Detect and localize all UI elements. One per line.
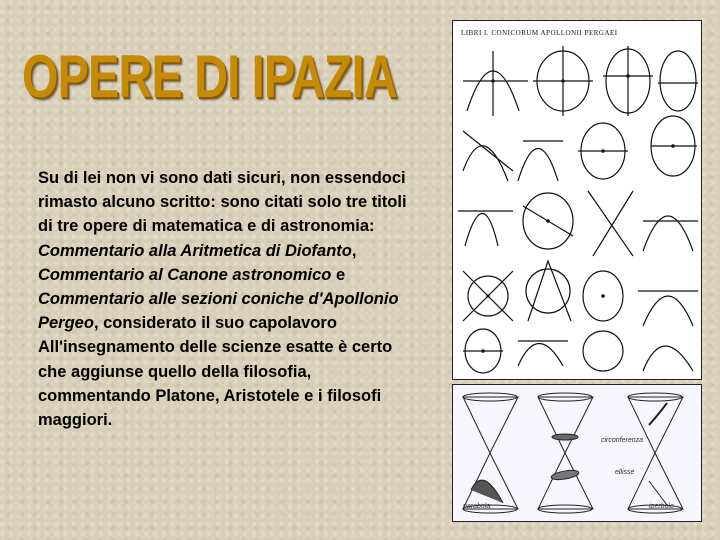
label-parabola: parabola	[463, 503, 491, 510]
manuscript-header: LIBRI I. CONICORUM APOLLONII PERGAEI	[461, 29, 618, 37]
label-ellisse: ellisse	[615, 469, 635, 476]
conic-sections-figure	[452, 384, 702, 522]
page-title: OPERE DI IPAZIA	[22, 43, 397, 110]
intro-text: Su di lei non vi sono dati sicuri, non essendoci rimasto alcuno scritto: sono citati solo tre titoli di tre opere di matematica e di astronomia:	[38, 169, 407, 236]
body-paragraph	[38, 166, 420, 432]
label-iperbole: iperbole	[649, 503, 674, 510]
separator: e	[331, 265, 346, 284]
outro-text: , considerato il suo capolavoro All'insegnamento delle scienze esatte è certo che aggiunse quello della filosofia, commentando Platone, Aristotele e i filosofi maggiori.	[38, 314, 393, 430]
apollonius-manuscript-figure	[452, 20, 702, 380]
conic-diagrams-grid	[453, 21, 703, 381]
work-title-2: Commentario al Canone astronomico	[38, 265, 332, 284]
work-title-3: Commentario alle sezioni coniche d'Apollonio Pergeo	[38, 290, 399, 333]
label-circonferenza: circonferenza	[601, 437, 644, 444]
work-title-1: Commentario alla Aritmetica di Diofanto	[38, 241, 352, 260]
separator: ,	[351, 241, 357, 260]
